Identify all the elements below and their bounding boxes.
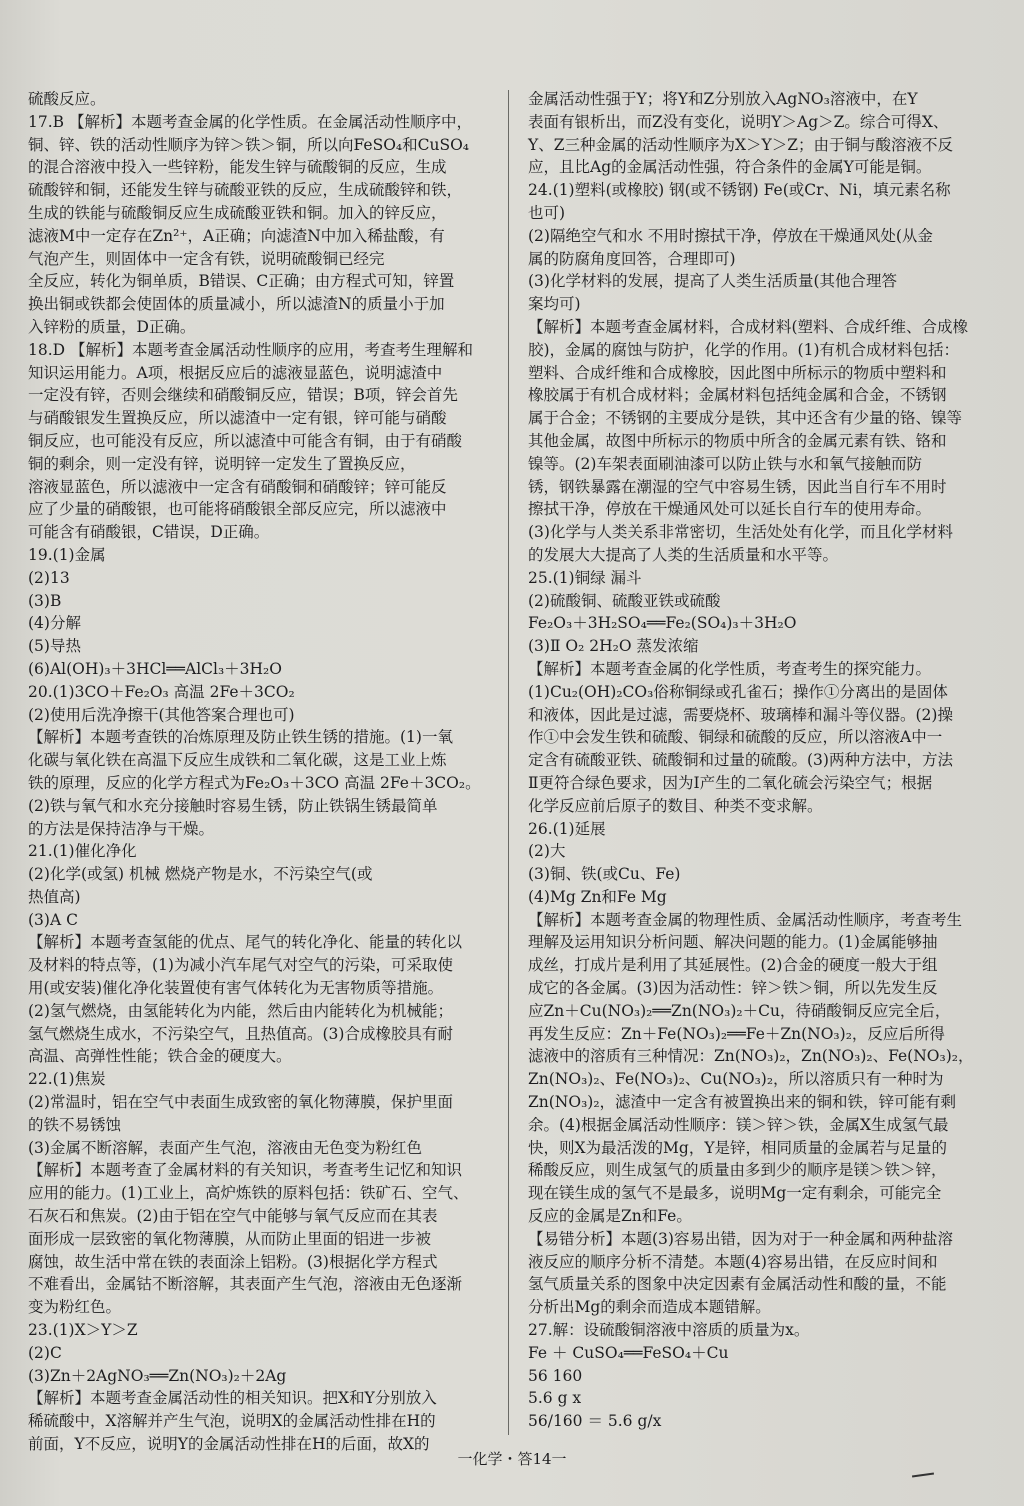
text-line: 及材料的特点等，(1)为减小汽车尾气对空气的污染，可采取使 bbox=[28, 956, 453, 975]
text-line: 全反应，转化为铜单质，B错误、C正确；由方程式可知，锌置 bbox=[28, 272, 455, 291]
text-line: 化碳与氧化铁在高温下反应生成铁和二氧化碳，这是工业上炼 bbox=[28, 751, 447, 770]
text-line: 19.(1)金属 bbox=[28, 545, 106, 564]
text-line: 【解析】本题考查金属的物理性质、金属活动性顺序，考查考生 bbox=[528, 910, 963, 929]
text-line: 【解析】本题考查金属材料，合成材料(塑料、合成纤维、合成橡 bbox=[528, 317, 969, 336]
text-line: 20.(1)3CO＋Fe₂O₃ 高温 2Fe＋3CO₂ bbox=[28, 682, 295, 701]
text-line: Zn(NO₃)₂，滤渣中一定含有被置换出来的铜和铁，锌可能有剩 bbox=[528, 1093, 957, 1112]
text-line: 反应的金属是Zn和Fe。 bbox=[528, 1207, 692, 1226]
text-line: 与硝酸银发生置换反应，所以滤渣中一定有银，锌可能与硝酸 bbox=[28, 409, 447, 428]
text-line: 56/160 ＝ 5.6 g/x bbox=[528, 1412, 662, 1431]
text-line: 滤液中的溶质有三种情况：Zn(NO₃)₂，Zn(NO₃)₂、Fe(NO₃)₂， bbox=[528, 1047, 974, 1066]
text-line: 应，且比Ag的金属活动性强，符合条件的金属Y可能是铜。 bbox=[528, 158, 932, 177]
text-line: 定含有硫酸亚铁、硫酸铜和过量的硫酸。(3)两种方法中，方法 bbox=[528, 751, 953, 770]
text-line: 的铁不易锈蚀 bbox=[28, 1115, 122, 1134]
text-line: 【解析】本题考查金属活动性的相关知识。把X和Y分别放入 bbox=[28, 1389, 437, 1408]
text-line: 擦拭干净，停放在干燥通风处可以延长自行车的使用寿命。 bbox=[528, 500, 932, 519]
text-line: 入锌粉的质量，D正确。 bbox=[28, 317, 196, 336]
text-line: (3)化学与人类关系非常密切，生活处处有化学，而且化学材料 bbox=[528, 523, 953, 542]
text-line: 案均可) bbox=[528, 295, 581, 314]
text-line: 25.(1)铜绿 漏斗 bbox=[528, 568, 642, 587]
text-line: 【解析】本题考查了金属材料的有关知识，考查考生记忆和知识 bbox=[28, 1161, 463, 1180]
text-line: (3)A C bbox=[28, 910, 78, 929]
text-line: Y、Z三种金属的活动性顺序为X＞Y＞Z；由于铜与酸溶液不反 bbox=[528, 135, 954, 154]
text-line: 理解及运用知识分析问题、解决问题的能力。(1)金属能够抽 bbox=[528, 933, 938, 952]
text-line: 应用的能力。(1)工业上，高炉炼铁的原料包括：铁矿石、空气、 bbox=[28, 1184, 469, 1203]
text-line: 面形成一层致密的氧化物薄膜，从而防止里面的铝进一步被 bbox=[28, 1229, 432, 1248]
text-line: 铁的原理，反应的化学方程式为Fe₂O₃＋3CO 高温 2Fe＋3CO₂。 bbox=[28, 773, 481, 792]
text-line: (2)氢气燃烧，由氢能转化为内能，然后由内能转化为机械能； bbox=[28, 1001, 453, 1020]
text-line: 石灰石和焦炭。(2)由于铝在空气中能够与氧气反应而在其表 bbox=[28, 1207, 438, 1226]
text-line: 腐蚀，故生活中常在铁的表面涂上铝粉。(3)根据化学方程式 bbox=[28, 1252, 438, 1271]
column-divider bbox=[508, 90, 509, 1435]
text-line: 属的防腐角度回答，合理即可) bbox=[528, 249, 736, 268]
text-line: (3)铜、铁(或Cu、Fe) bbox=[528, 865, 681, 884]
text-line: 可能含有硝酸银，C错误，D正确。 bbox=[28, 523, 270, 542]
text-line: 硫酸反应。 bbox=[28, 90, 106, 108]
text-line: 溶液显蓝色，所以滤液中一定含有硝酸铜和硝酸锌；锌可能反 bbox=[28, 477, 447, 496]
text-line: 成丝，打成片是利用了其延展性。(2)合金的硬度一般大于组 bbox=[528, 956, 938, 975]
text-line: 【解析】本题考查氢能的优点、尾气的转化净化、能量的转化以 bbox=[28, 933, 463, 952]
left-column bbox=[28, 88, 488, 1456]
text-line: 胶)，金属的腐蚀与防护，化学的作用。(1)有机合成材料包括： bbox=[528, 340, 960, 359]
text-line: 的方法是保持洁净与干燥。 bbox=[28, 819, 215, 838]
text-line: (2)常温时，铝在空气中表面生成致密的氧化物薄膜，保护里面 bbox=[28, 1093, 453, 1112]
text-line: 铜反应，也可能没有反应，所以滤渣中可能含有铜，由于有硝酸 bbox=[28, 431, 463, 450]
text-line: 的发展大大提高了人类的生活质量和水平等。 bbox=[528, 545, 839, 564]
text-line: (5)导热 bbox=[28, 637, 81, 656]
text-line: 变为粉红色。 bbox=[28, 1298, 122, 1317]
text-line: 作①中会发生铁和硫酸、铜绿和硫酸的反应，所以溶液A中一 bbox=[528, 728, 943, 747]
text-line: (2)铁与氧气和水充分接触时容易生锈，防止铁锅生锈最简单 bbox=[28, 796, 438, 815]
text-line: (2)硫酸铜、硫酸亚铁或硫酸 bbox=[528, 591, 721, 610]
text-line: 再发生反应：Zn＋Fe(NO₃)₂══Fe＋Zn(NO₃)₂，反应后所得 bbox=[528, 1024, 945, 1043]
text-line: (4)分解 bbox=[28, 614, 81, 633]
text-line: 用(或安装)催化净化装置使有害气体转化为无害物质等措施。 bbox=[28, 979, 444, 998]
text-line: 生成的铁能与硫酸铜反应生成硫酸亚铁和铜。加入的锌反应， bbox=[28, 203, 447, 222]
text-line: 余。(4)根据金属活动性顺序：镁＞锌＞铁，金属X生成氢气最 bbox=[528, 1115, 949, 1134]
text-line: (2)C bbox=[28, 1343, 62, 1362]
text-line: 22.(1)焦炭 bbox=[28, 1070, 106, 1089]
text-line: (6)Al(OH)₃＋3HCl══AlCl₃＋3H₂O bbox=[28, 659, 282, 678]
text-line: 【解析】本题考查铁的冶炼原理及防止铁生锈的措施。(1)一氧 bbox=[28, 728, 453, 747]
text-line: (3)化学材料的发展，提高了人类生活质量(其他合理答 bbox=[528, 272, 898, 291]
text-line: 【易错分析】本题(3)容易出错，因为对于一种金属和两种盐溶 bbox=[528, 1229, 953, 1248]
text-line: 橡胶属于有机合成材料；金属材料包括纯金属和合金，不锈钢 bbox=[528, 386, 947, 405]
text-line: 气泡产生，则固体中一定含有铁，说明硫酸铜已经完 bbox=[28, 249, 385, 268]
text-line: 金属活动性强于Y；将Y和Z分别放入AgNO₃溶液中，在Y bbox=[528, 90, 918, 108]
text-line: 现在镁生成的氢气不是最多，说明Mg一定有剩余，可能完全 bbox=[528, 1184, 942, 1203]
text-line: 化学反应前后原子的数目、种类不变求解。 bbox=[528, 796, 823, 815]
text-line: (2)大 bbox=[528, 842, 566, 861]
text-line: 氢气质量关系的图象中决定因素有金属活动性和酸的量，不能 bbox=[528, 1275, 947, 1294]
text-line: 不难看出，金属钴不断溶解，其表面产生气泡，溶液由无色逐渐 bbox=[28, 1275, 463, 1294]
text-line: 铜、锌、铁的活动性顺序为锌＞铁＞铜，所以向FeSO₄和CuSO₄ bbox=[28, 135, 470, 154]
text-line: 稀硫酸中，X溶解并产生气泡，说明X的金属活动性排在H的 bbox=[28, 1412, 436, 1431]
text-line: 应了少量的硝酸银，也可能将硝酸银全部反应完，所以滤液中 bbox=[28, 500, 447, 519]
text-line: 【解析】本题考查金属的化学性质，考查考生的探究能力。 bbox=[528, 659, 932, 678]
text-line: 氢气燃烧生成水，不污染空气，且热值高。(3)合成橡胶具有耐 bbox=[28, 1024, 453, 1043]
right-column bbox=[528, 88, 998, 1433]
text-line: 滤液M中一定存在Zn²⁺，A正确；向滤渣N中加入稀盐酸，有 bbox=[28, 226, 445, 245]
text-line: 应Zn＋Cu(NO₃)₂══Zn(NO₃)₂＋Cu，待硝酸铜反应完全后， bbox=[528, 1001, 951, 1020]
text-line: (3)Zn＋2AgNO₃══Zn(NO₃)₂＋2Ag bbox=[28, 1366, 287, 1385]
text-line: 和液体，因此是过滤，需要烧杯、玻璃棒和漏斗等仪器。(2)操 bbox=[528, 705, 953, 724]
text-line: 镍等。(2)车架表面刷油漆可以防止铁与水和氧气接触而防 bbox=[528, 454, 922, 473]
text-line: 塑料、合成纤维和合成橡胶，因此图中所标示的物质中塑料和 bbox=[528, 363, 947, 382]
text-line: 液反应的顺序分析不清楚。本题(4)容易出错，在反应时间和 bbox=[528, 1252, 938, 1271]
text-line: Fe₂O₃＋3H₂SO₄══Fe₂(SO₄)₃＋3H₂O bbox=[528, 614, 797, 633]
text-line: 一定没有锌，否则会继续和硝酸铜反应，错误；B项，锌会首先 bbox=[28, 386, 458, 405]
text-line: (1)Cu₂(OH)₂CO₃俗称铜绿或孔雀石；操作①分离出的是固体 bbox=[528, 682, 948, 701]
text-line: 也可) bbox=[528, 203, 566, 222]
text-line: 硫酸锌和铜，还能发生锌与硫酸亚铁的反应，生成硫酸锌和铁， bbox=[28, 181, 463, 200]
text-line: 锈，钢铁暴露在潮湿的空气中容易生锈，因此当自行车不用时 bbox=[528, 477, 947, 496]
text-line: 稀酸反应，则生成氢气的质量由多到少的顺序是镁＞铁＞锌， bbox=[528, 1161, 947, 1180]
text-line: 17.B 【解析】本题考查金属的化学性质。在金属活动性顺序中， bbox=[28, 112, 472, 131]
text-line: 热值高) bbox=[28, 887, 81, 906]
text-line: (3)B bbox=[28, 591, 62, 610]
text-line: 18.D 【解析】本题考查金属活动性顺序的应用，考查考生理解和 bbox=[28, 340, 474, 359]
text-line: 换出铜或铁都会使固体的质量减小，所以滤渣N的质量小于加 bbox=[28, 295, 445, 314]
text-line: 24.(1)塑料(或橡胶) 钢(或不锈钢) Fe(或Cr、Ni，填元素名称 bbox=[528, 181, 951, 200]
text-line: 26.(1)延展 bbox=[528, 819, 606, 838]
text-line: 快，则X为最活泼的Mg，Y是锌，相同质量的金属若与足量的 bbox=[528, 1138, 948, 1157]
text-line: 高温、高弹性性能；铁合金的硬度大。 bbox=[28, 1047, 292, 1066]
text-line: (2)隔绝空气和水 不用时擦拭干净，停放在干燥通风处(从金 bbox=[528, 226, 933, 245]
text-line: 的混合溶液中投入一些锌粉，能发生锌与硫酸铜的反应，生成 bbox=[28, 158, 447, 177]
text-line: 分析出Mg的剩余而造成本题错解。 bbox=[528, 1298, 771, 1317]
text-line: (2)使用后洗净擦干(其他答案合理也可) bbox=[28, 705, 295, 724]
text-line: 其他金属，故图中所标示的物质中所含的金属元素有铁、铬和 bbox=[528, 431, 947, 450]
text-line: 知识运用能力。A项，根据反应后的滤液显蓝色，说明滤渣中 bbox=[28, 363, 443, 382]
text-line: (2)化学(或氢) 机械 燃烧产物是水，不污染空气(或 bbox=[28, 865, 373, 884]
text-line: Ⅱ更符合绿色要求，因为Ⅰ产生的二氧化硫会污染空气；根据 bbox=[528, 773, 933, 792]
text-line: Zn(NO₃)₂、Fe(NO₃)₂、Cu(NO₃)₂，所以溶质只有一种时为 bbox=[528, 1070, 944, 1089]
text-line: (2)13 bbox=[28, 568, 70, 587]
text-line: 21.(1)催化净化 bbox=[28, 842, 137, 861]
pen-mark bbox=[912, 1472, 934, 1477]
text-line: 前面，Y不反应，说明Y的金属活动性排在H的后面，故X的 bbox=[28, 1435, 430, 1454]
text-line: 铜的剩余，则一定没有锌，说明锌一定发生了置换反应， bbox=[28, 454, 416, 473]
text-line: 属于合金；不锈钢的主要成分是铁，其中还含有少量的铬、镍等 bbox=[528, 409, 963, 428]
text-line: 27.解：设硫酸铜溶液中溶质的质量为x。 bbox=[528, 1321, 810, 1340]
text-line: 成它的各金属。(3)因为活动性：锌＞铁＞铜，所以先发生反 bbox=[528, 979, 938, 998]
text-line: (3)Ⅱ O₂ 2H₂O 蒸发浓缩 bbox=[528, 637, 699, 656]
text-line: 56 160 bbox=[528, 1366, 583, 1385]
text-line: 23.(1)X＞Y＞Z bbox=[28, 1321, 138, 1340]
text-line: 5.6 g x bbox=[528, 1389, 582, 1408]
text-line: (4)Mg Zn和Fe Mg bbox=[528, 887, 667, 906]
page-footer: 一化学・答14一 bbox=[457, 1450, 567, 1468]
text-line: (3)金属不断溶解，表面产生气泡，溶液由无色变为粉红色 bbox=[28, 1138, 422, 1157]
text-line: 表面有银析出，而Z没有变化，说明Y＞Ag＞Z。综合可得X、 bbox=[528, 112, 949, 131]
text-line: Fe ＋ CuSO₄══FeSO₄＋Cu bbox=[528, 1343, 729, 1362]
